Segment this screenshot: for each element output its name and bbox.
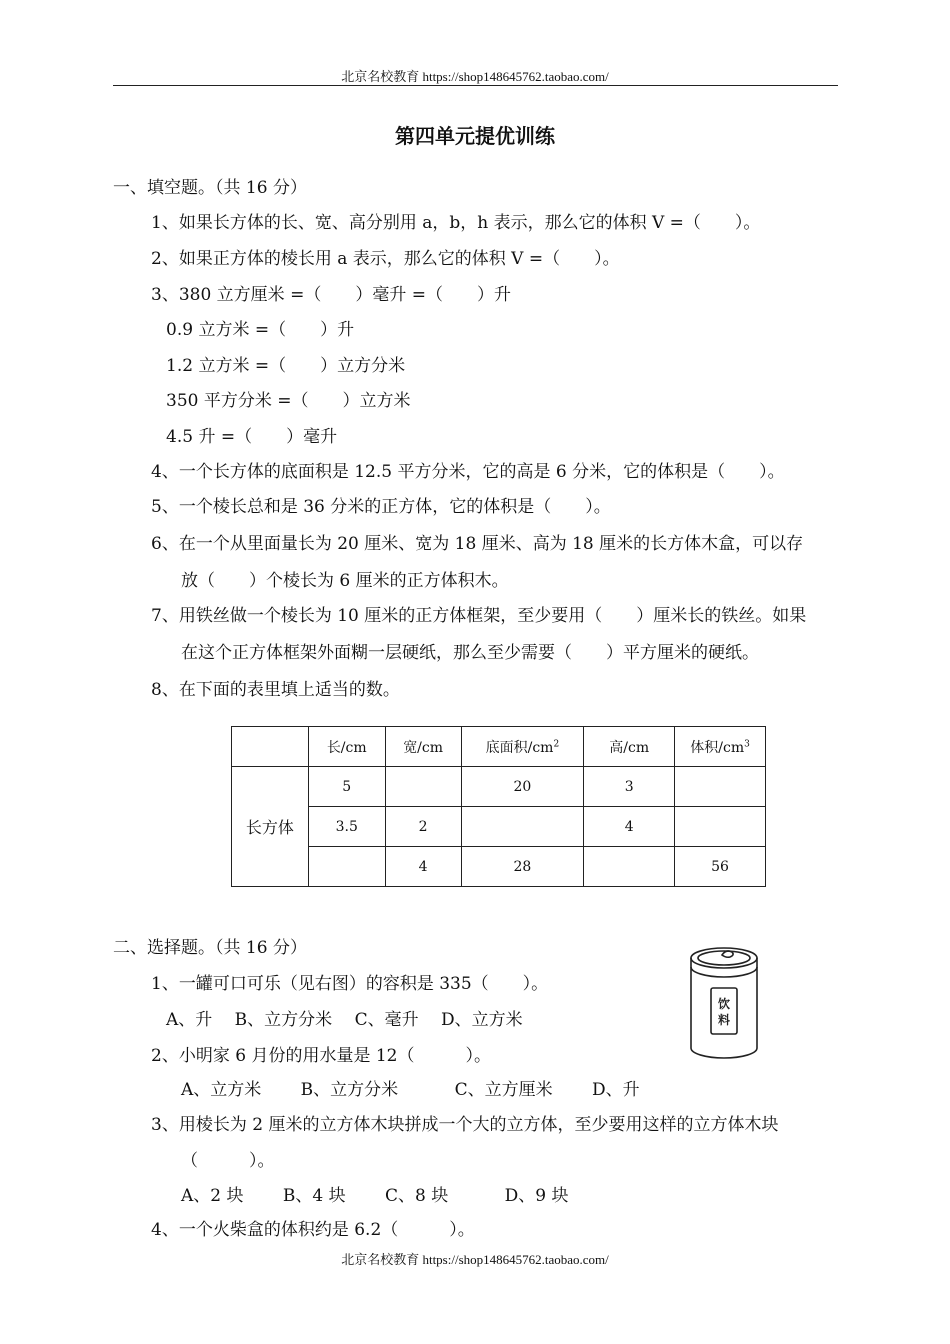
volume-table [231, 726, 766, 887]
can-label-text-1: 饮 [717, 997, 731, 1011]
s1-question-3-part-d: 350 平方分米 =（ ）立方米 [166, 391, 411, 411]
section1-heading: 一、填空题。（共 16 分） [113, 178, 307, 198]
header-area-label: 底面积/cm [485, 739, 554, 756]
section2-heading: 二、选择题。（共 16 分） [113, 938, 307, 958]
s1-question-3: 3、380 立方厘米 =（ ）毫升 =（ ）升 [151, 285, 511, 305]
s1-question-7: 7、用铁丝做一个棱长为 10 厘米的正方体框架，至少要用（ ）厘米长的铁丝。如果 [151, 606, 807, 626]
table-cell [461, 807, 584, 847]
s2-question-2-options: A、立方米 B、立方分米 C、立方厘米 D、升 [181, 1080, 640, 1100]
table-header-cell: 宽/cm [385, 727, 461, 767]
table-header-cell: 长/cm [308, 727, 385, 767]
table-cell [308, 847, 385, 887]
table-cell [584, 847, 675, 887]
can-pull-tab [722, 951, 733, 957]
header-divider [113, 85, 838, 86]
s1-question-8: 8、在下面的表里填上适当的数。 [151, 680, 400, 700]
s1-question-2: 2、如果正方体的棱长用 a 表示，那么它的体积 V =（ ）。 [151, 249, 620, 269]
s1-question-6-cont: 放（ ）个棱长为 6 厘米的正方体积木。 [181, 571, 509, 591]
table-cell [675, 807, 766, 847]
table-cell: 20 [461, 767, 584, 807]
table-cell: 4 [584, 807, 675, 847]
s2-question-3-options: A、2 块 B、4 块 C、8 块 D、9 块 [181, 1186, 569, 1206]
s1-question-5: 5、一个棱长总和是 36 分米的正方体，它的体积是（ ）。 [151, 497, 611, 517]
table-row-label: 长方体 [232, 767, 309, 887]
table-cell [385, 767, 461, 807]
s1-question-1: 1、如果长方体的长、宽、高分别用 a，b，h 表示，那么它的体积 V =（ ）。 [151, 213, 761, 233]
volume-exponent: 3 [744, 738, 750, 749]
table-cell: 2 [385, 807, 461, 847]
s2-question-4: 4、一个火柴盒的体积约是 6.2（ ）。 [151, 1220, 475, 1240]
can-label-text-2: 料 [717, 1013, 731, 1027]
s2-question-2: 2、小明家 6 月份的用水量是 12（ ）。 [151, 1046, 491, 1066]
s2-question-3-cont: （ ）。 [181, 1151, 275, 1171]
page-header: 北京名校教育 https://shop148645762.taobao.com/ [341, 69, 609, 84]
table-header-row [232, 727, 766, 767]
table-header-cell [675, 727, 766, 767]
table-cell: 5 [308, 767, 385, 807]
s1-question-3-part-e: 4.5 升 =（ ）毫升 [166, 427, 338, 447]
table-row [232, 767, 766, 807]
table-cell: 4 [385, 847, 461, 887]
drink-can-illustration [684, 944, 764, 1062]
table-row [232, 807, 766, 847]
table-cell: 3.5 [308, 807, 385, 847]
s2-question-1: 1、一罐可口可乐（见右图）的容积是 335（ ）。 [151, 974, 549, 994]
table-header-cell: 高/cm [584, 727, 675, 767]
table-cell [675, 767, 766, 807]
s1-question-4: 4、一个长方体的底面积是 12.5 平方分米，它的高是 6 分米，它的体积是（ ）。 [151, 462, 785, 482]
s1-question-6: 6、在一个从里面量长为 20 厘米、宽为 18 厘米、高为 18 厘米的长方体木盒，可以存 [151, 534, 804, 554]
page-title: 第四单元提优训练 [395, 124, 555, 148]
s1-question-3-part-c: 1.2 立方米 =（ ）立方分米 [166, 356, 406, 376]
table-cell: 56 [675, 847, 766, 887]
table-header-cell [232, 727, 309, 767]
can-label-box [711, 988, 737, 1034]
s1-question-7-cont: 在这个正方体框架外面糊一层硬纸，那么至少需要（ ）平方厘米的硬纸。 [181, 643, 759, 663]
page-footer: 北京名校教育 https://shop148645762.taobao.com/ [341, 1252, 609, 1267]
table-cell: 28 [461, 847, 584, 887]
table-header-cell [461, 727, 584, 767]
s2-question-3: 3、用棱长为 2 厘米的立方体木块拼成一个大的立方体，至少要用这样的立方体木块 [151, 1115, 779, 1135]
s2-question-1-options: A、升 B、立方分米 C、毫升 D、立方米 [166, 1010, 523, 1030]
area-exponent: 2 [553, 738, 560, 749]
table-row [232, 847, 766, 887]
table-cell: 3 [584, 767, 675, 807]
header-volume-label: 体积/cm [690, 739, 745, 756]
s1-question-3-part-b: 0.9 立方米 =（ ）升 [166, 320, 355, 340]
